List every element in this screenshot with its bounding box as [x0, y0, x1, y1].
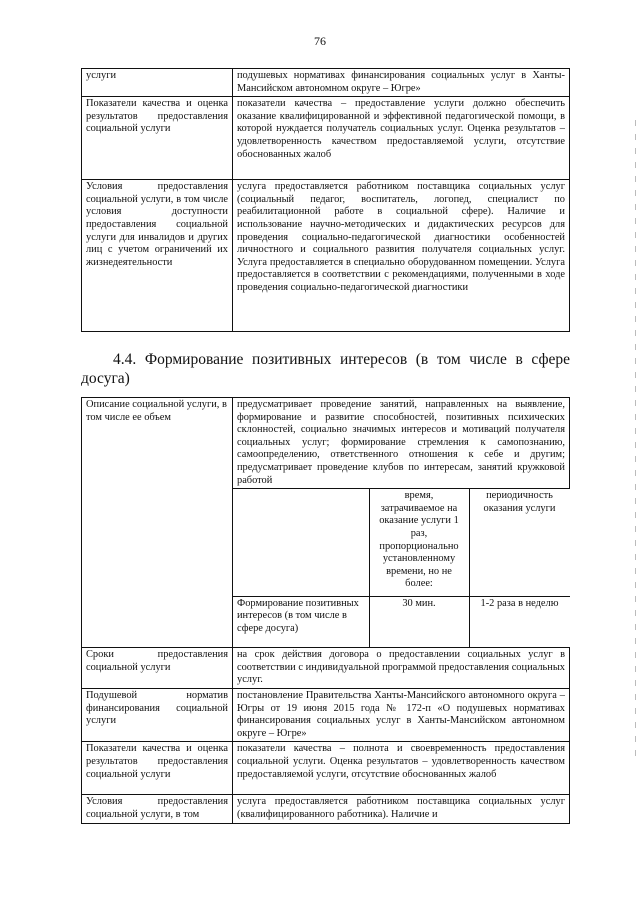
row-label: Описание социальной услуги, в том числе ее объем [82, 398, 233, 648]
table-row [82, 648, 570, 689]
time-header: время, затрачиваемое на оказание услуги 1 раз, пропорционально установленному времени, но не более: [369, 489, 469, 596]
table-row [82, 398, 570, 489]
inner-table-cell [233, 489, 570, 648]
row-text: услуга предоставляется работником поставщика социальных услуг (квалифицированного работника). Наличие и [233, 795, 570, 823]
table-row [82, 69, 570, 97]
page-number: 76 [314, 34, 326, 48]
row-label: Сроки предоставления социальной услуги [82, 648, 233, 689]
service-time: 30 мин. [369, 596, 469, 647]
service-periodicity: 1-2 раза в неделю [469, 596, 570, 647]
row-label: Условия предоставления социальной услуги, в том числе условия доступности предоставления социальной услуги для инвалидов и других лиц с учетом ограничений их жизнедеятельности [82, 180, 233, 332]
row-text: на срок действия договора о предоставлении социальных услуг в соответствии с индивидуальной программой предоставления социальных услуг. [233, 648, 570, 689]
row-label: Показатели качества и оценка результатов предоставления социальной услуги [82, 97, 233, 180]
row-label: услуги [82, 69, 233, 97]
service-4-4-table [81, 397, 570, 824]
inner-data-row [233, 596, 570, 647]
row-text: показатели качества – полнота и своевременность предоставления социальной услуги. Оценка результатов – удовлетворенность качеством предоставляемой услуги, отсутствие обоснованных жалоб [233, 742, 570, 795]
row-text: показатели качества – предоставление услуги должно обеспечить оказание квалифицированной и эффективной педагогической помощи, в которой нуждается получатель социальных услуг. Оценка результатов – удовлетворенность качеством предоставляемой услуги, отсутствие обоснованных жалоб [233, 97, 570, 180]
row-text: предусматривает проведение занятий, направленных на выявление, формирование и развитие способностей, позитивных психических склонностей, социально значимых интересов и мотиваций получателя социальных услуг; формирование стремления к самопознанию, самоопределению, ответственного отношения к себе и другим; предусматривает проведение клубов по интересам, занятий кружковой работой [233, 398, 570, 489]
service-name: Формирование позитивных интересов (в том числе в сфере досуга) [233, 596, 369, 647]
inner-header-row [233, 489, 570, 596]
table-row [82, 742, 570, 795]
row-label: Показатели качества и оценка результатов предоставления социальной услуги [82, 742, 233, 795]
row-label: Условия предоставления социальной услуги, в том [82, 795, 233, 823]
table-row [82, 180, 570, 332]
service-time-table [233, 489, 570, 647]
table-row [82, 97, 570, 180]
empty-header-cell [233, 489, 369, 596]
row-text: подушевых нормативах финансирования социальных услуг в Ханты-Мансийском автономном округе – Югре» [233, 69, 570, 97]
periodicity-header: периодичность оказания услуги [469, 489, 570, 596]
services-table-continued [81, 68, 570, 332]
table-row [82, 688, 570, 741]
row-text: постановление Правительства Ханты-Мансийского автономного округа – Югры от 19 июня 2015 года № 172-п «О подушевых нормативах финансирования социальных услуг в Ханты-Мансийском автономном округе – Югре» [233, 688, 570, 741]
section-heading: 4.4. Формирование позитивных интересов (в том числе в сфере досуга) [81, 351, 570, 387]
table-row [82, 795, 570, 823]
row-text: услуга предоставляется работником поставщика социальных услуг (социальный педагог, воспитатель, логопед, специалист по реабилитационной работе в социальной сфере). Наличие и использование научно-методических и дидактических ресурсов для проведения социально-педагогической диагностики особенностей личностного и социального развития получателя социальных услуг. Услуга предоставляется в специально оборудованном помещении. Услуга предоставляется в соответствии с рекомендациями, полученными в ходе проведения социально-педагогической диагностики [233, 180, 570, 332]
row-label: Подушевой норматив финансирования социальной услуги [82, 688, 233, 741]
scan-edge-marks [635, 120, 636, 760]
